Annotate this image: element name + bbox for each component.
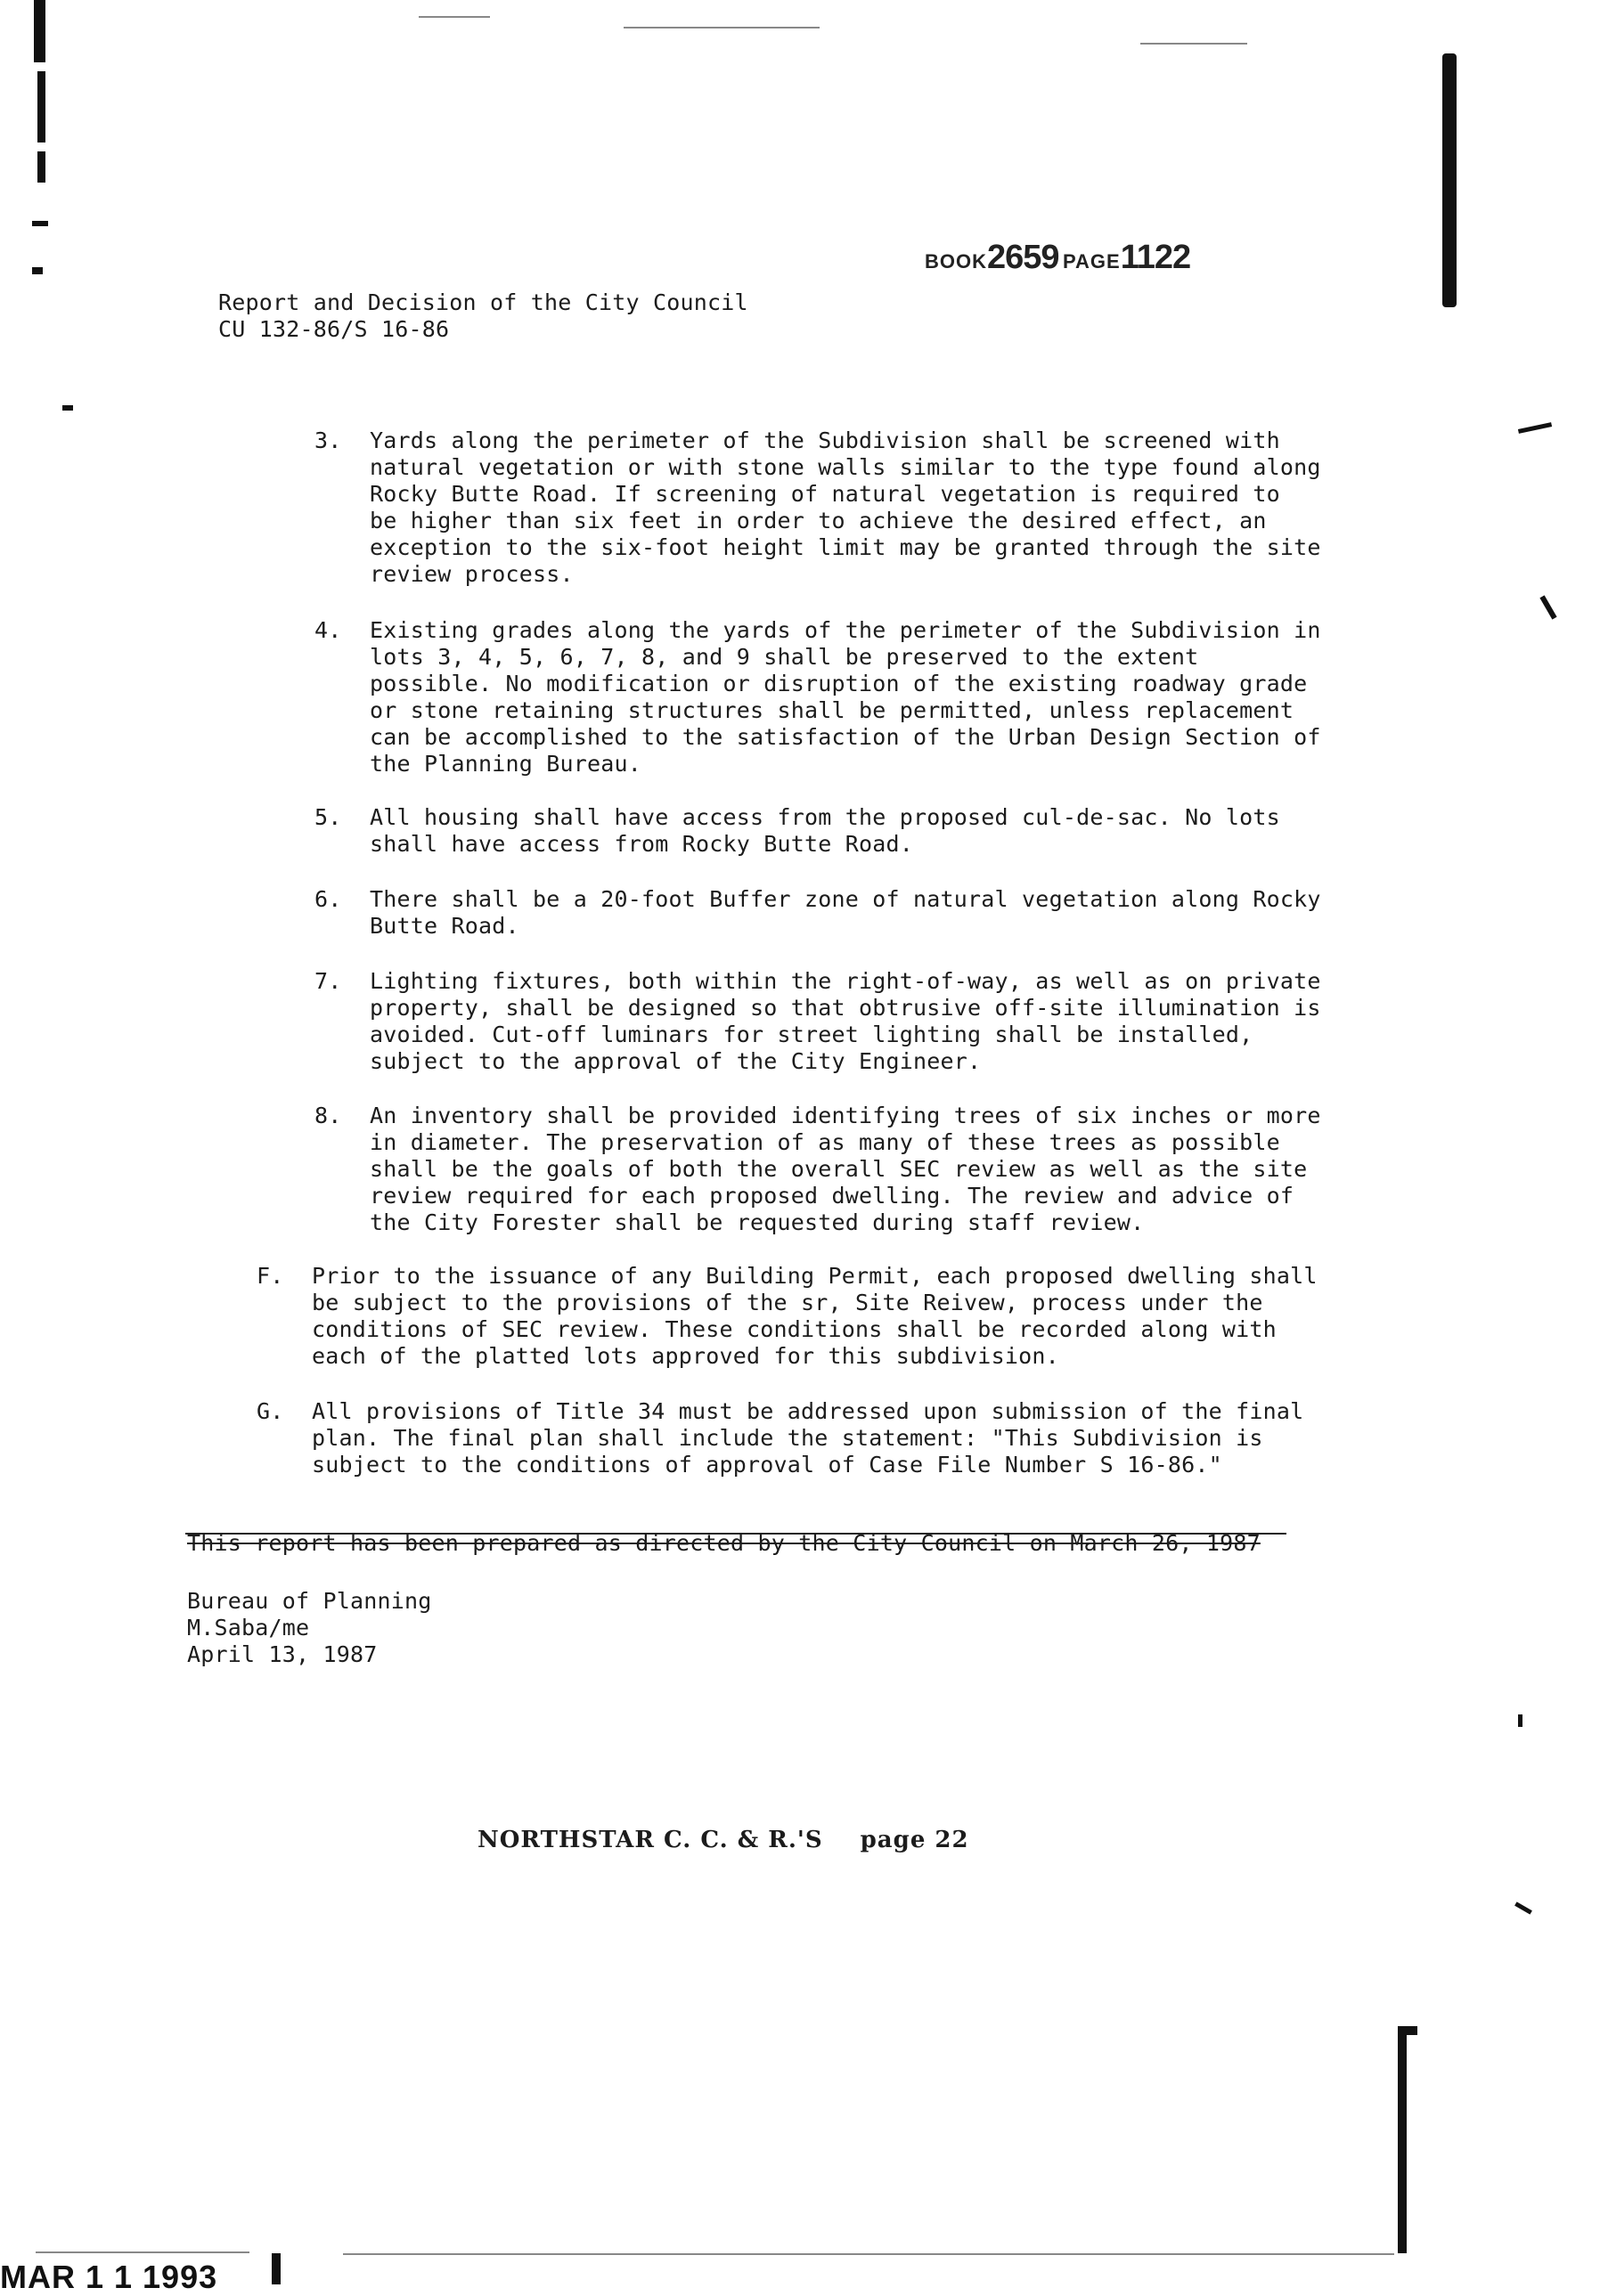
scan-edge-mark: [1518, 422, 1552, 434]
scan-bottom-dash: [36, 2251, 249, 2253]
scan-top-dash: [419, 16, 490, 18]
condition-line: shall have access from Rocky Butte Road.: [370, 831, 914, 857]
footer-document-name: NORTHSTAR C. C. & R.'S: [478, 1827, 823, 1853]
condition-line: property, shall be designed so that obtrusive off-site illumination is: [370, 995, 1321, 1021]
condition-line: lots 3, 4, 5, 6, 7, 8, and 9 shall be preserved to the extent: [370, 644, 1199, 670]
scan-edge-mark: [272, 2253, 281, 2284]
condition-line: Prior to the issuance of any Building Permit, each proposed dwelling shall: [312, 1263, 1318, 1289]
condition-number: 5.: [314, 804, 342, 830]
condition-number: 6.: [314, 886, 342, 912]
condition-line: be higher than six feet in order to achieve the desired effect, an: [370, 508, 1267, 533]
condition-line: subject to the approval of the City Engineer.: [370, 1048, 982, 1074]
scan-edge-mark: [1514, 1901, 1532, 1914]
scan-edge-mark: [32, 221, 48, 226]
condition-line: be subject to the provisions of the sr, Site Reivew, process under the: [312, 1290, 1263, 1315]
scan-top-dash: [624, 27, 820, 28]
book-label: BOOK: [925, 250, 987, 273]
signoff-office: Bureau of Planning: [187, 1588, 432, 1614]
condition-number: 4.: [314, 617, 342, 643]
condition-line: avoided. Cut-off luminars for street lighting shall be installed,: [370, 1022, 1253, 1047]
scan-edge-mark: [34, 0, 45, 62]
condition-line: natural vegetation or with stone walls similar to the type found along: [370, 454, 1321, 480]
scan-bottom-dash: [343, 2253, 1394, 2255]
book-page-stamp: [925, 239, 1190, 277]
condition-line: in diameter. The preservation of as many of these trees as possible: [370, 1129, 1280, 1155]
condition-line: There shall be a 20-foot Buffer zone of natural vegetation along Rocky: [370, 886, 1321, 912]
scan-edge-mark: [32, 267, 43, 274]
scan-edge-mark: [1539, 595, 1556, 619]
condition-line: each of the platted lots approved for this subdivision.: [312, 1343, 1059, 1369]
scan-edge-mark: [1398, 2026, 1407, 2253]
scan-edge-mark: [1518, 1714, 1522, 1727]
condition-number: 3.: [314, 427, 342, 453]
page-number: 1122: [1120, 239, 1191, 276]
condition-line: plan. The final plan shall include the statement: "This Subdivision is: [312, 1425, 1263, 1451]
condition-number: G.: [257, 1398, 284, 1424]
condition-line: the Planning Bureau.: [370, 751, 642, 777]
condition-number: 7.: [314, 968, 342, 994]
condition-line: subject to the conditions of approval of Case File Number S 16-86.": [312, 1452, 1222, 1478]
signoff-initials: M.Saba/me: [187, 1615, 310, 1641]
condition-line: All provisions of Title 34 must be addressed upon submission of the final: [312, 1398, 1304, 1424]
condition-line: the City Forester shall be requested during staff review.: [370, 1209, 1145, 1235]
scan-edge-mark: [37, 151, 45, 183]
signoff-date: April 13, 1987: [187, 1641, 378, 1667]
condition-line: possible. No modification or disruption of the existing roadway grade: [370, 671, 1308, 696]
condition-line: shall be the goals of both the overall SEC review as well as the site: [370, 1156, 1308, 1182]
scan-edge-mark: [62, 405, 73, 411]
condition-number: F.: [257, 1263, 284, 1289]
received-date-stamp: MAR 1 1 1993: [0, 2259, 218, 2295]
condition-line: All housing shall have access from the proposed cul-de-sac. No lots: [370, 804, 1280, 830]
page-label: PAGE: [1063, 250, 1121, 273]
condition-line: can be accomplished to the satisfaction of the Urban Design Section of: [370, 724, 1321, 750]
condition-line: Lighting fixtures, both within the right-of-way, as well as on private: [370, 968, 1321, 994]
condition-line: or stone retaining structures shall be permitted, unless replacement: [370, 697, 1294, 723]
scan-edge-mark: [1442, 53, 1457, 307]
case-number: CU 132-86/S 16-86: [218, 316, 450, 342]
condition-line: Existing grades along the yards of the perimeter of the Subdivision in: [370, 617, 1321, 643]
condition-line: conditions of SEC review. These conditions shall be recorded along with: [312, 1316, 1277, 1342]
footer-page-number: page 22: [860, 1827, 969, 1853]
condition-line: review required for each proposed dwelling. The review and advice of: [370, 1183, 1294, 1209]
document-title: Report and Decision of the City Council: [218, 289, 748, 315]
condition-line: An inventory shall be provided identifying trees of six inches or more: [370, 1103, 1321, 1128]
page-footer: [478, 1827, 969, 1853]
scan-top-dash: [1140, 43, 1247, 45]
scan-edge-mark: [37, 71, 45, 142]
prepared-note: This report has been prepared as directed by the City Council on March 26, 1987: [187, 1530, 1261, 1556]
condition-line: Rocky Butte Road. If screening of natural vegetation is required to: [370, 481, 1280, 507]
book-number: 2659: [987, 239, 1059, 276]
condition-line: Butte Road.: [370, 913, 519, 939]
condition-line: Yards along the perimeter of the Subdivision shall be screened with: [370, 427, 1280, 453]
condition-number: 8.: [314, 1103, 342, 1128]
scan-edge-mark: [1398, 2026, 1417, 2035]
condition-line: review process.: [370, 561, 574, 587]
signoff-block: [187, 1588, 432, 1668]
condition-line: exception to the six-foot height limit may be granted through the site: [370, 534, 1321, 560]
document-header: [218, 289, 748, 343]
